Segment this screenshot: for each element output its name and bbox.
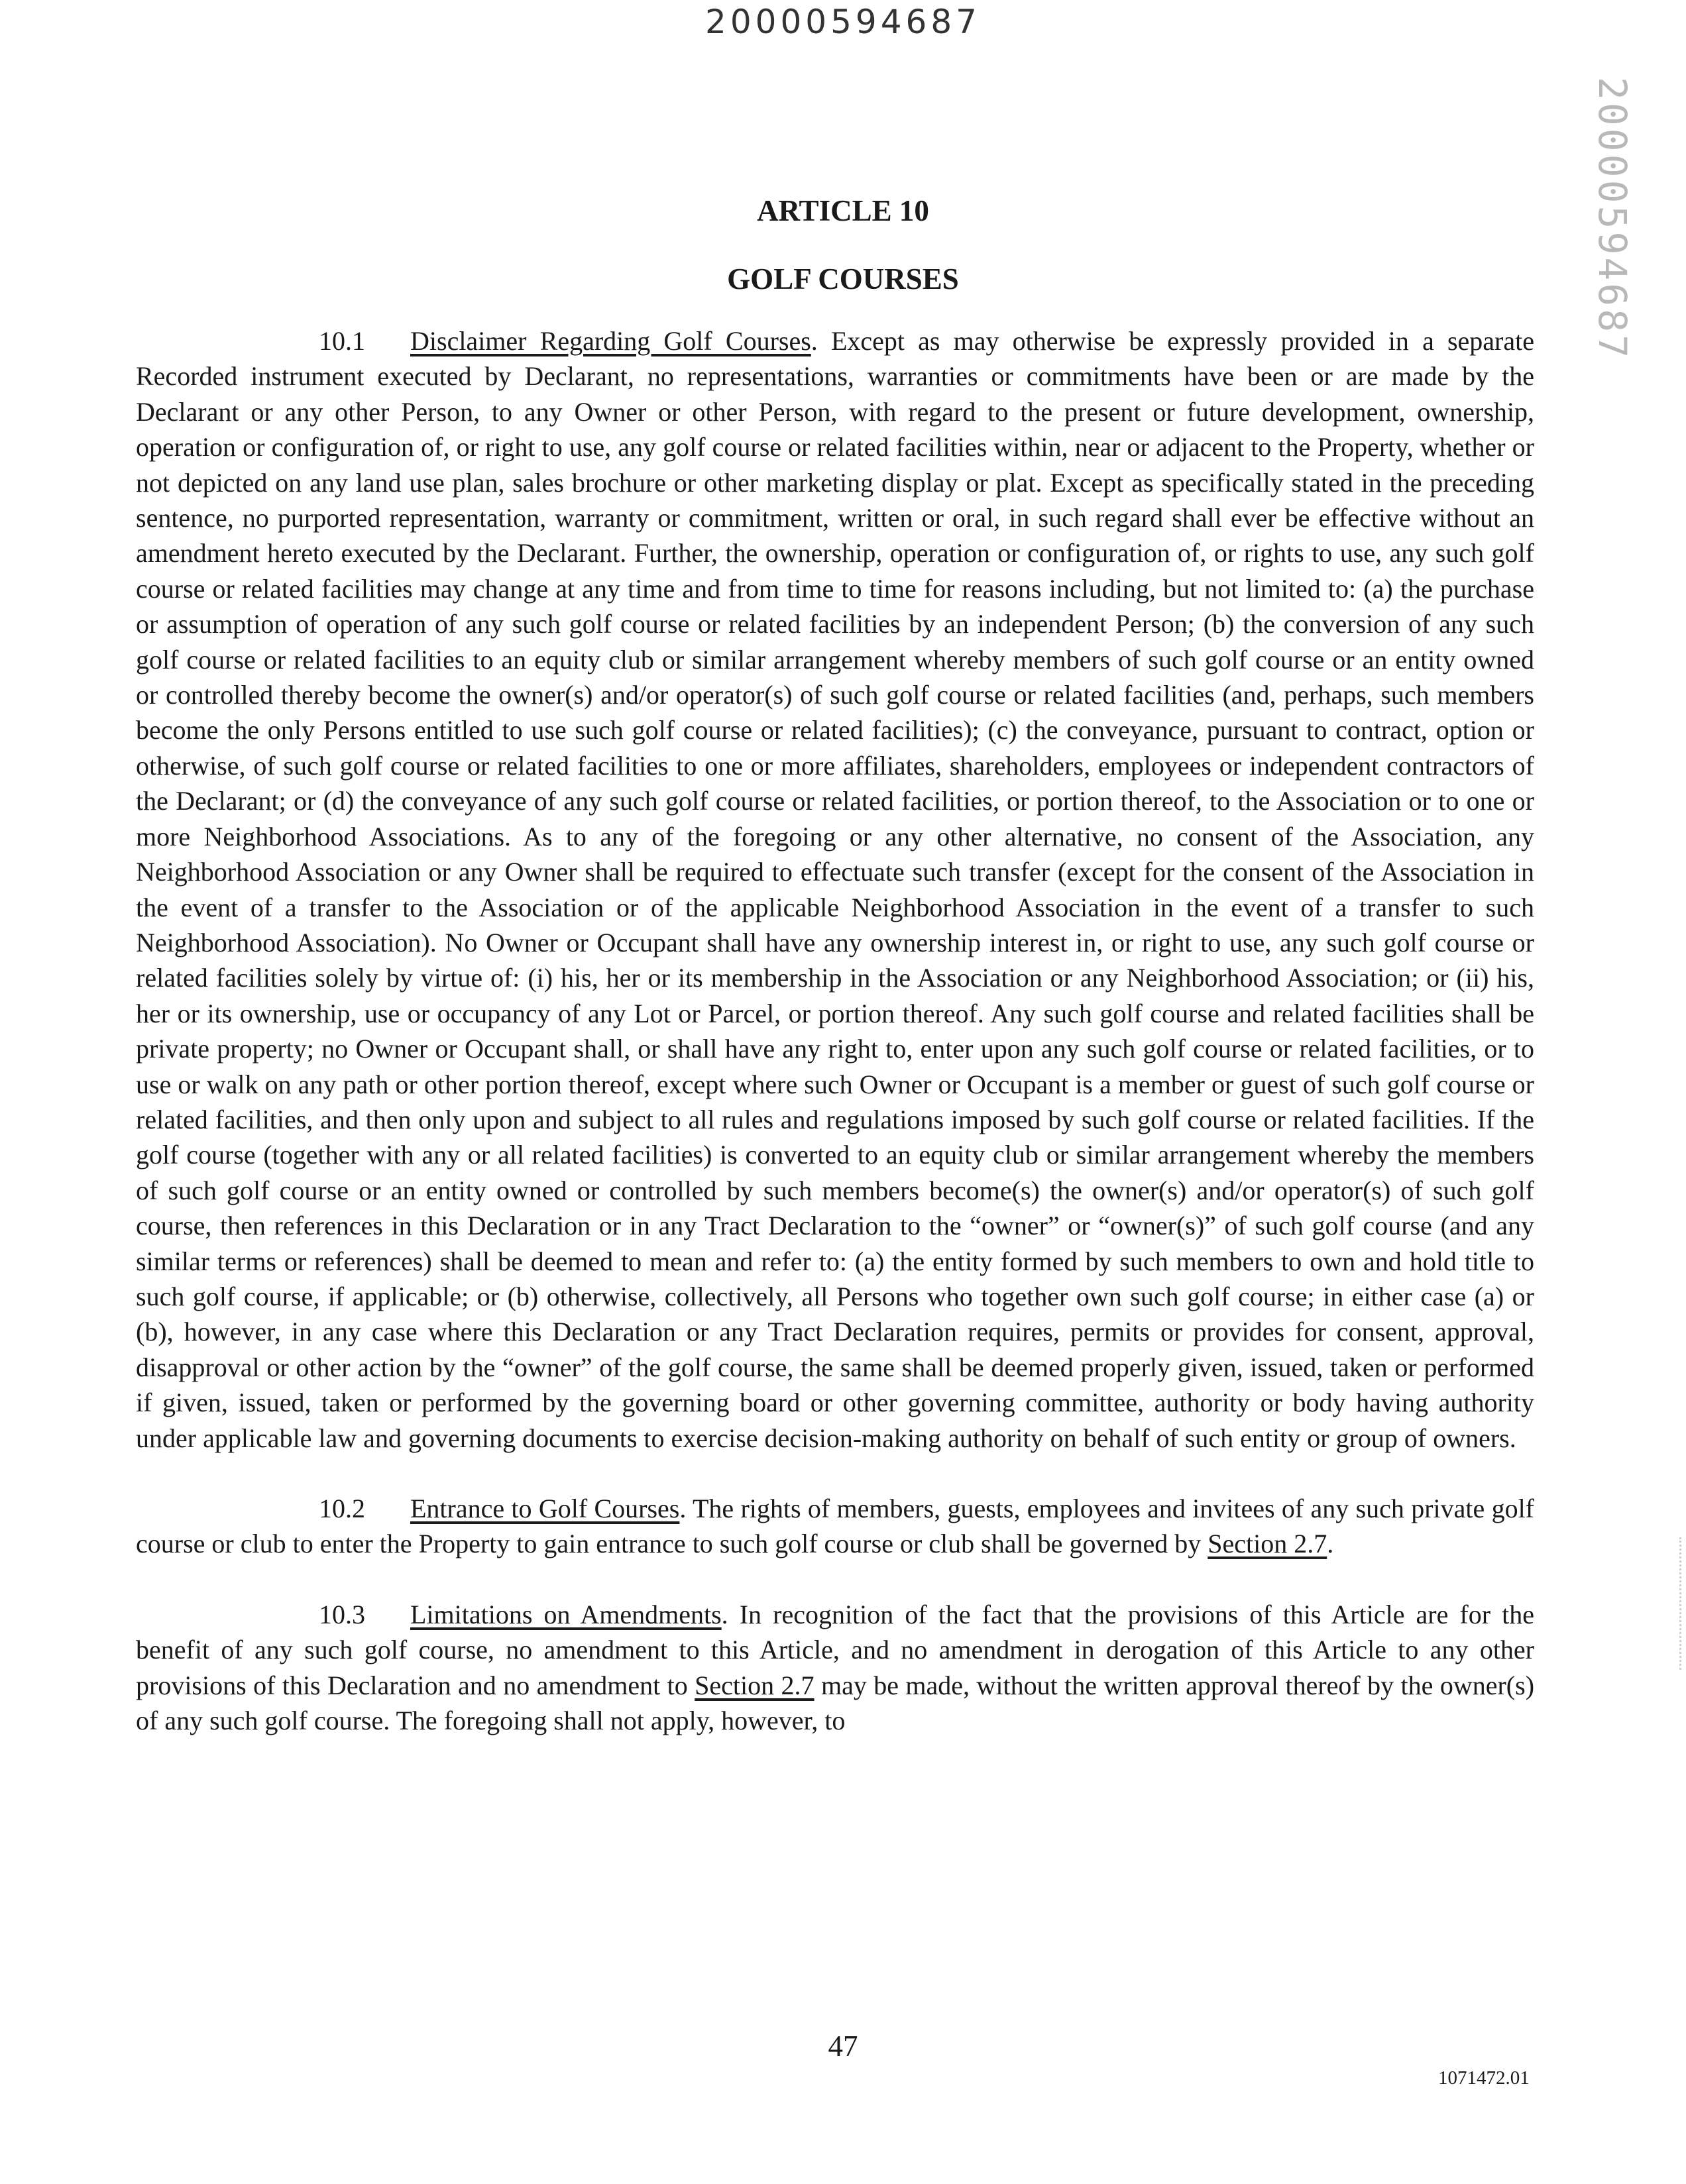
section-reference: Section 2.7 [1208, 1529, 1327, 1559]
section-text: The rights of members, guests, employees and invitees of any such private golf course or club to enter the Property to gain entrance to such golf course or club shall be governed by [136, 1494, 1534, 1559]
article-heading: ARTICLE 10 [757, 194, 929, 227]
document-id: 1071472.01 [1438, 2067, 1530, 2089]
section-title: Limitations on Amendments [410, 1599, 722, 1629]
section-number: 10.1 [319, 326, 365, 356]
section-10-2: 10.2 Entrance to Golf Courses. The rights of members, guests, employees and invitees of any such private golf course or club to enter the Property to gain entrance to such golf course or club shall be governed by Section 2.7. [136, 1491, 1534, 1562]
margin-scan-marks [1679, 1537, 1683, 1670]
document-body [136, 323, 1534, 1773]
section-text: Except as may otherwise be expressly provided in a separate Recorded instrument executed by Declarant, no representations, warranties or commitments have been or are made by the Declarant or any other Person, to any Owner or other Person, with regard to the present or future development, ownership, operation or configuration of, or right to use, any golf course or related facilities within, near or adjacent to the Property, whether or not depicted on any land use plan, sales brochure or other marketing display or plat. Except as specifically stated in the preceding sentence, no purported representation, warranty or commitment, written or oral, in such regard shall ever be effective without an amendment hereto executed by the Declarant. Further, the ownership, operation or configuration of, or rights to use, any such golf course or related facilities may change at any time and from time to time for reasons including, but not limited to: (a) the purchase or assumption of operation of any such golf course or related facilities by an independent Person; (b) the conversion of any such golf course or related facilities to an equity club or similar arrangement whereby members of such golf course or an entity owned or controlled thereby become the owner(s) and/or operator(s) of such golf course or related facilities (and, perhaps, such members become the only Persons entitled to use such golf course or related facilities); (c) the conveyance, pursuant to contract, option or otherwise, of such golf course or related facilities to one or more affiliates, shareholders, employees or independent contractors of the Declarant; or (d) the conveyance of any such golf course or related facilities, or portion thereof, to the Association or to one or more Neighborhood Associations. As to any of the foregoing or any other alternative, no consent of the Association, any Neighborhood Association or any Owner shall be required to effectuate such transfer (except for the consent of the Association in the event of a transfer to the Association or of the applicable Neighborhood Association in the event of a transfer to such Neighborhood Association). No Owner or Occupant shall have any ownership interest in, or right to use, any such golf course or related facilities solely by virtue of: (i) his, her or its membership in the Association or any Neighborhood Association; or (ii) his, her or its ownership, use or occupancy of any Lot or Parcel, or portion thereof. Any such golf course and related facilities shall be private property; no Owner or Occupant shall, or shall have any right to, enter upon any such golf course or related facilities, or to use or walk on any path or other portion thereof, except where such Owner or Occupant is a member or guest of such golf course or related facilities, and then only upon and subject to all rules and regulations imposed by such golf course or related facilities. If the golf course (together with any or all related facilities) is converted to an equity club or similar arrangement whereby the members of such golf course or an entity owned or controlled by such members become(s) the owner(s) and/or operator(s) of such golf course, then references in this Declaration or in any Tract Declaration to the “owner” or “owner(s)” of such golf course (and any similar terms or references) shall be deemed to mean and refer to: (a) the entity formed by such members to own and hold title to such golf course, if applicable; or (b) otherwise, collectively, all Persons who together own such golf course; in either case (a) or (b), however, in any case where this Declaration or any Tract Declaration requires, permits or provides for consent, approval, disapproval or other action by the “owner” of the golf course, the same shall be deemed properly given, issued, taken or performed if given, issued, taken or performed by the governing board or other governing committee, authority or body having authority under applicable law and governing documents to exercise decision-making authority on behalf of such entity or group of owners. [136, 326, 1534, 1453]
section-number: 10.3 [319, 1599, 365, 1629]
section-text-end: may be made, without the written approval thereof by the owner(s) of any such golf course. The foregoing shall not apply, however, to [136, 1670, 1535, 1736]
section-title: Disclaimer Regarding Golf Courses [410, 326, 811, 356]
section-reference: Section 2.7 [695, 1670, 815, 1700]
section-10-1: 10.1 Disclaimer Regarding Golf Courses. Except as may otherwise be expressly provided in a separate Recorded instrument executed by Declarant, no representations, warranties or commitments have been or are made by the Declarant or any other Person, to any Owner or other Person, with regard to the present or future development, ownership, operation or configuration of, or right to use, any golf course or related facilities within, near or adjacent to the Property, whether or not depicted on any land use plan, sales brochure or other marketing display or plat. Except as specifically stated in the preceding sentence, no purported representation, warranty or commitment, written or oral, in such regard shall ever be effective without an amendment hereto executed by the Declarant. Further, the ownership, operation or configuration of, or rights to use, any such golf course or related facilities may change at any time and from time to time for reasons including, but not limited to: (a) the purchase or assumption of operation of any such golf course or related facilities by an independent Person; (b) the conversion of any such golf course or related facilities to an equity club or similar arrangement whereby members of such golf course or an entity owned or controlled thereby become the owner(s) and/or operator(s) of such golf course or related facilities (and, perhaps, such members become the only Persons entitled to use such golf course or related facilities); (c) the conveyance, pursuant to contract, option or otherwise, of such golf course or related facilities to one or more affiliates, shareholders, employees or independent contractors of the Declarant; or (d) the conveyance of any such golf course or related facilities, or portion thereof, to the Association or to one or more Neighborhood Associations. As to any of the foregoing or any other alternative, no consent of the Association, any Neighborhood Association or any Owner shall be required to effectuate such transfer (except for the consent of the Association in the event of a transfer to the Association or of the applicable Neighborhood Association in the event of a transfer to such Neighborhood Association). No Owner or Occupant shall have any ownership interest in, or right to use, any such golf course or related facilities solely by virtue of: (i) his, her or its membership in the Association or any Neighborhood Association; or (ii) his, her or its ownership, use or occupancy of any Lot or Parcel, or portion thereof. Any such golf course and related facilities shall be private property; no Owner or Occupant shall, or shall have any right to, enter upon any such golf course or related facilities, or to use or walk on any path or other portion thereof, except where such Owner or Occupant is a member or guest of such golf course or related facilities, and then only upon and subject to all rules and regulations imposed by such golf course or related facilities. If the golf course (together with any or all related facilities) is converted to an equity club or similar arrangement whereby the members of such golf course or an entity owned or controlled by such members become(s) the owner(s) and/or operator(s) of such golf course, then references in this Declaration or in any Tract Declaration to the “owner” or “owner(s)” of such golf course (and any similar terms or references) shall be deemed to mean and refer to: (a) the entity formed by such members to own and hold title to such golf course, if applicable; or (b) otherwise, collectively, all Persons who together own such golf course; in either case (a) or (b), however, in any case where this Declaration or any Tract Declaration requires, permits or provides for consent, approval, disapproval or other action by the “owner” of the golf course, the same shall be deemed properly given, issued, taken or performed if given, issued, taken or performed by the governing board or other governing committee, authority or body having authority under applicable law and governing documents to exercise decision-making authority on behalf of such entity or group of owners. [136, 323, 1534, 1456]
section-text-end: . [1327, 1529, 1334, 1559]
section-number: 10.2 [319, 1494, 365, 1523]
section-10-3: 10.3 Limitations on Amendments. In recognition of the fact that the provisions of this Article are for the benefit of any such golf course, no amendment to this Article, and no amendment in derogation of this Article to any other provisions of this Declaration and no amendment to Section 2.7 may be made, without the written approval thereof by the owner(s) of any such golf course. The foregoing shall not apply, however, to [136, 1597, 1534, 1739]
page-number: 47 [828, 2030, 858, 2063]
article-title: GOLF COURSES [727, 262, 959, 296]
section-text: In recognition of the fact that the provisions of this Article are for the benefit of any such golf course, no amendment to this Article, and no amendment in derogation of this Article to any other provisions of this Declaration and no amendment to [136, 1599, 1535, 1700]
side-recording-stamp-text: 20000594687 [1590, 76, 1636, 361]
section-title: Entrance to Golf Courses [410, 1494, 680, 1523]
recording-number: 20000594687 [705, 3, 981, 41]
